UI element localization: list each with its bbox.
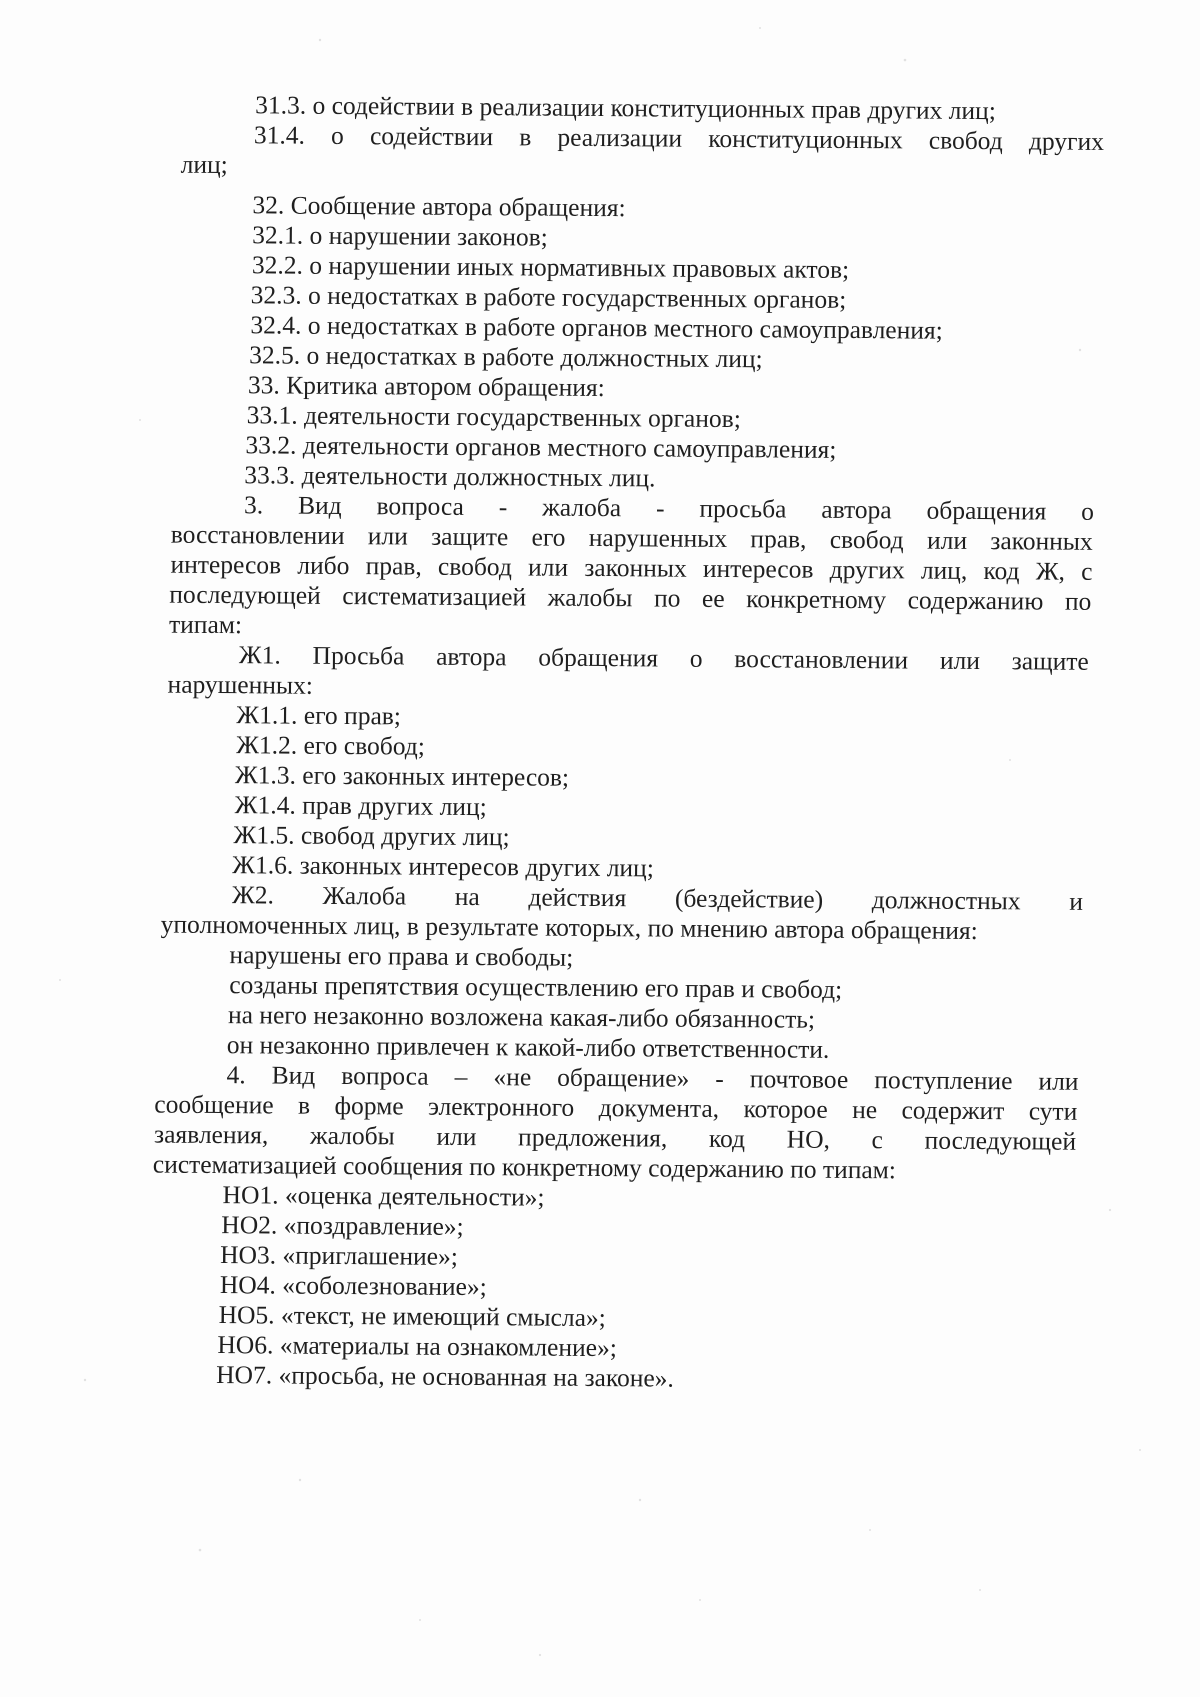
text-line: 32.4. о недостатках в работе органов местного самоуправления; (250, 310, 943, 345)
text-line: 4. Вид вопроса – «не обращение» - почтовое поступление или (226, 1060, 1079, 1096)
text-line: Ж1.2. его свобод; (236, 730, 425, 761)
text-line: НО5. «текст, не имеющий смысла»; (218, 1300, 606, 1333)
text-line: 33.2. деятельности органов местного самоуправления; (245, 430, 837, 464)
text-line: 33.1. деятельности государственных органов; (246, 400, 741, 434)
text-line: восстановлении или защите его нарушенных прав, свобод или законных (170, 519, 1093, 556)
text-line: Ж1.3. его законных интересов; (234, 760, 570, 792)
text-line: НО1. «оценка деятельности»; (222, 1180, 545, 1212)
text-line: 32.1. о нарушении законов; (252, 220, 548, 252)
text-line: Ж1.1. его прав; (236, 700, 402, 731)
text-line: 33. Критика автором обращения: (247, 370, 605, 403)
text-line: интересов либо прав, свобод или законных интересов других лиц, код Ж, с (170, 549, 1093, 586)
text-line: типам: (168, 609, 243, 640)
text-line: Ж2. Жалоба на действия (бездействие) должностных и (231, 880, 1084, 916)
text-line: 33.3. деятельности должностных лиц. (244, 460, 656, 493)
text-line: НО3. «приглашение»; (220, 1240, 458, 1271)
text-line: Ж1.5. свобод других лиц; (233, 820, 510, 852)
text-line: НО7. «просьба, не основанная на законе». (216, 1360, 674, 1393)
text-line: 31.3. о содействии в реализации конституционных прав других лиц; (255, 90, 996, 126)
text-line: Ж1.6. законных интересов других лиц; (232, 850, 654, 883)
text-line: Ж1. Просьба автора обращения о восстановлении или защите (238, 640, 1089, 676)
text-line: НО6. «материалы на ознакомление»; (217, 1330, 617, 1363)
text-line: систематизацией сообщения по конкретному содержанию по типам: (152, 1149, 897, 1185)
text-line: 32. Сообщение автора обращения: (252, 190, 626, 223)
text-line: сообщение в форме электронного документа, которое не содержит сути (154, 1089, 1078, 1126)
text-line: нарушенных: (167, 669, 314, 700)
text-line: заявления, жалобы или предложения, код НО, с последующей (153, 1119, 1077, 1156)
text-line: нарушены его права и свободы; (229, 940, 574, 972)
text-line: НО2. «поздравление»; (221, 1210, 464, 1241)
text-line: созданы препятствия осуществлению его прав и свобод; (229, 970, 843, 1004)
text-line: он незаконно привлечен к какой-либо ответственности. (226, 1030, 830, 1064)
text-line: Ж1.4. прав других лиц; (234, 790, 487, 822)
text-line: лиц; (180, 149, 228, 180)
text-line: последующей систематизацией жалобы по ее конкретному содержанию по (169, 579, 1092, 616)
text-line: 32.2. о нарушении иных нормативных правовых актов; (251, 250, 850, 284)
text-line: 3. Вид вопроса - жалоба - просьба автора обращения о (243, 490, 1095, 526)
text-line: 32.5. о недостатках в работе должностных лиц; (249, 340, 763, 374)
text-line: на него незаконно возложена какая-либо обязанность; (227, 1000, 816, 1034)
text-line: уполномоченных лиц, в результате которых, по мнению автора обращения: (160, 909, 978, 945)
text-line: 31.4. о содействии в реализации конституционных свобод других (253, 120, 1105, 156)
text-line: 32.3. о недостатках в работе государственных органов; (250, 280, 847, 314)
text-line: НО4. «соболезнование»; (219, 1270, 487, 1302)
